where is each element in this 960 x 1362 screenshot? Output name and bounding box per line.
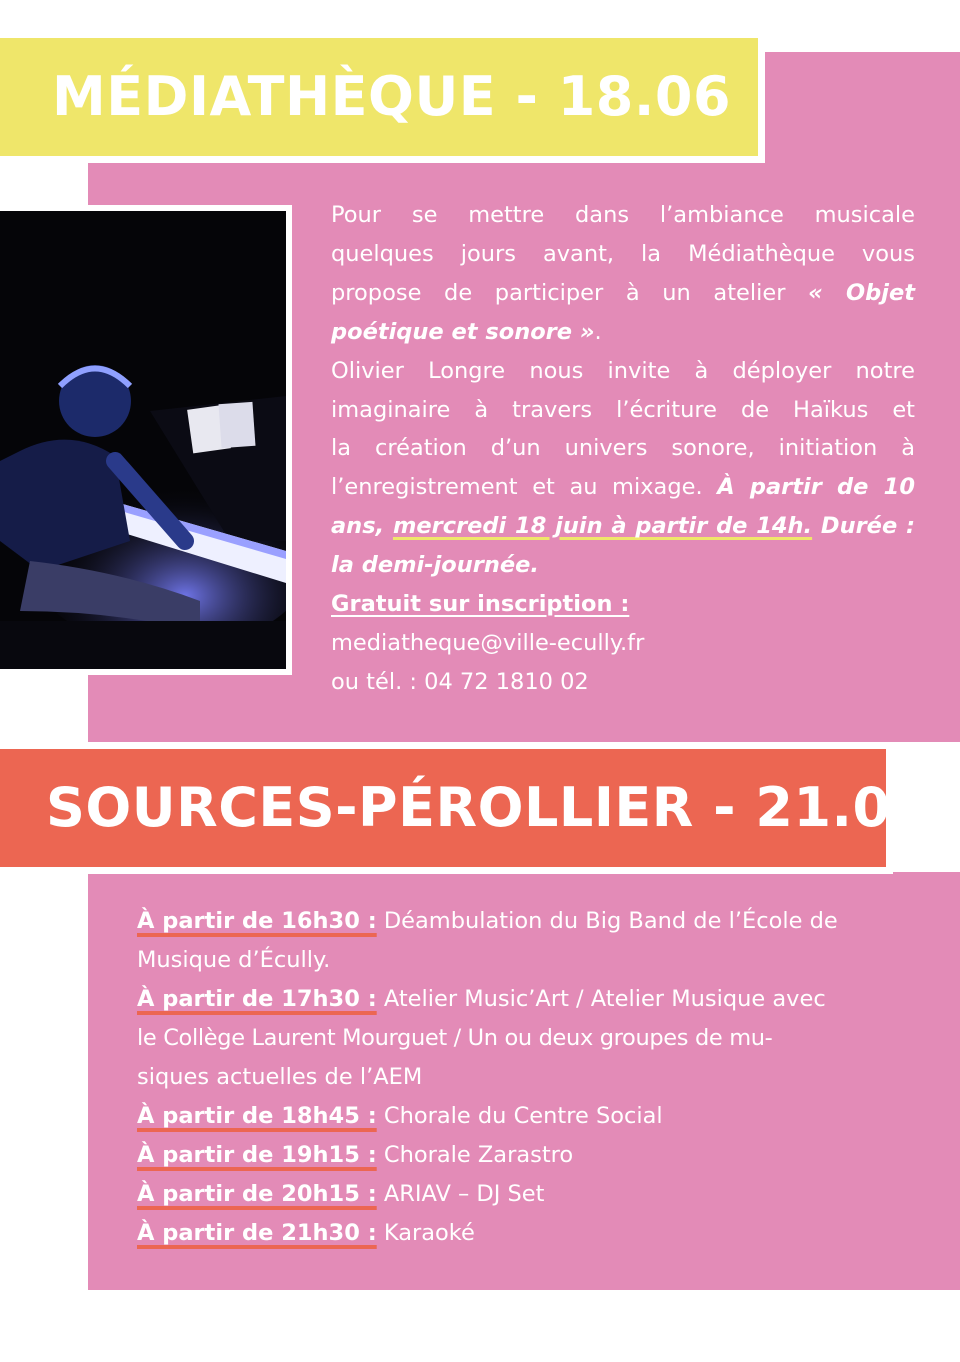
desc-line: ans, mercredi 18 juin à partir de 14h. Durée : [331,513,915,540]
desc-line: Pour se mettre dans l’ambiance musicale [331,202,915,228]
contact-email[interactable]: mediatheque@ville-ecully.fr [331,629,645,656]
schedule-item: À partir de 18h45 : Chorale du Centre Social [137,1103,663,1129]
desc-line: poétique et sonore ». [331,318,602,345]
schedule-item-cont: Musique d’Écully. [137,947,331,973]
contact-phone: ou tél. : 04 72 1810 02 [331,668,589,695]
pianist-photo [0,205,292,675]
schedule-item: À partir de 17h30 : Atelier Music’Art / Atelier Musique avec [137,986,826,1012]
date-highlight: mercredi 18 juin à partir de 14h. [392,513,813,540]
mediatheque-description [331,196,915,702]
desc-line: la demi-journée. [331,552,539,579]
schedule-list [137,902,915,1253]
desc-line: l’enregistrement et au mixage. À partir de 10 [331,474,915,501]
desc-line: Olivier Longre nous invite à déployer notre [331,357,915,384]
desc-line: quelques jours avant, la Médiathèque vous [331,240,915,267]
schedule-item: À partir de 21h30 : Karaoké [137,1220,475,1246]
desc-line: la création d’un univers sonore, initiation à [331,435,915,462]
mediatheque-title: MÉDIATHÈQUE - 18.06 [0,38,758,156]
schedule-item-cont: siques actuelles de l’AEM [137,1064,423,1090]
schedule-item: À partir de 20h15 : ARIAV – DJ Set [137,1181,545,1207]
desc-line: imaginaire à travers l’écriture de Haïkus et [331,396,915,423]
schedule-item-cont: le Collège Laurent Mourguet / Un ou deux groupes de mu- [137,1025,773,1051]
schedule-item: À partir de 19h15 : Chorale Zarastro [137,1142,574,1168]
sources-perollier-title: SOURCES-PÉROLLIER - 21.06 [0,749,886,867]
desc-line: propose de participer à un atelier « Objet [331,279,916,306]
registration-label: Gratuit sur inscription : [331,591,630,618]
schedule-item: À partir de 16h30 : Déambulation du Big Band de l’École de [137,908,838,934]
